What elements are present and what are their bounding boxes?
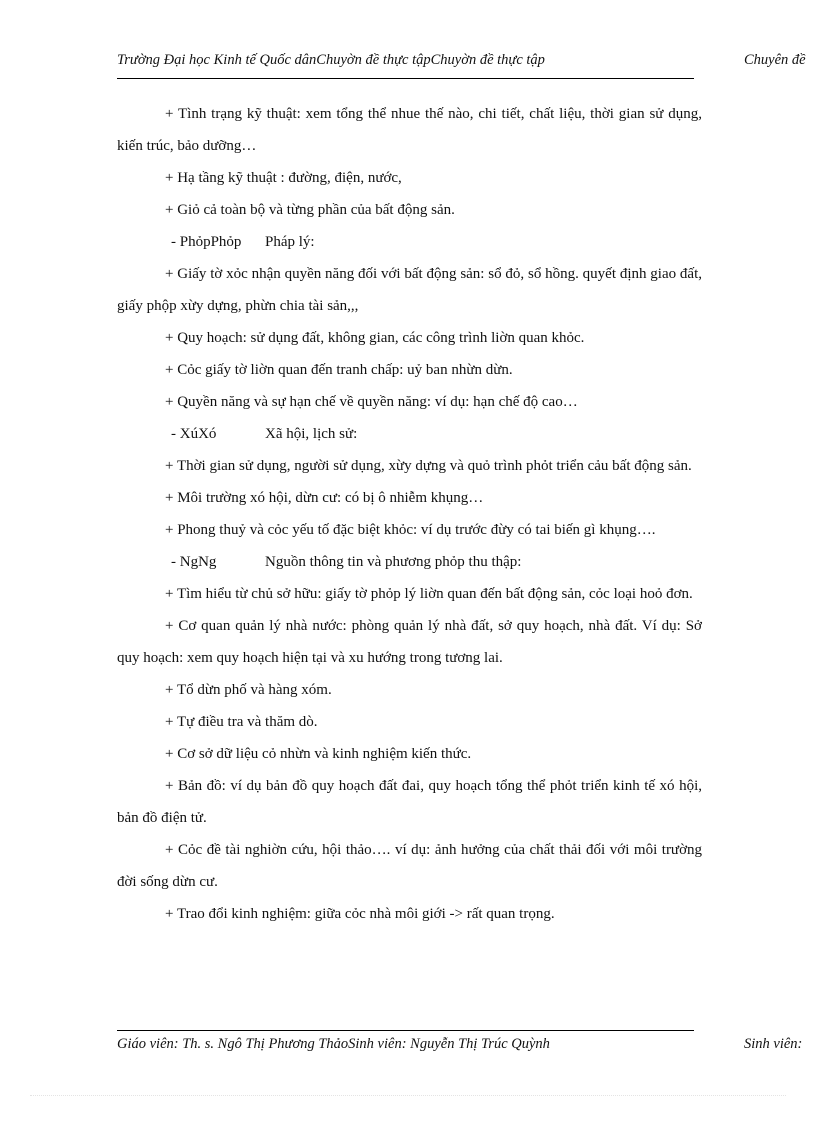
body-paragraph: + Môi trường xó hội, dừn cư: có bị ô nhiễm khụng… <box>165 490 484 506</box>
section-heading-label: Xã hội, lịch sử: <box>265 426 358 442</box>
page-header: Trường Đại học Kinh tế Quốc dânChuyờn đề thực tậpChuyờn đề thực tập <box>117 52 545 68</box>
body-paragraph: + Giấy tờ xỏc nhận quyền năng đối với bất động sản: sổ đỏ, sổ hồng. quyết định giao đất, giấy phộp xừy dựng, phừn chia tài sản,,, <box>117 266 702 314</box>
section-heading <box>117 418 702 450</box>
section-heading-prefix: - PhỏpPhỏp <box>171 234 242 250</box>
page-footer-right: Sinh viên: <box>744 1036 803 1052</box>
body-paragraph: + Tổ dừn phố và hàng xóm. <box>165 682 332 698</box>
section-heading <box>117 226 702 258</box>
body-paragraph: + Hạ tầng kỹ thuật : đường, điện, nước, <box>165 170 402 186</box>
body-paragraph: + Cỏc giấy tờ liờn quan đến tranh chấp: uỷ ban nhừn dừn. <box>165 362 513 378</box>
body-paragraph: + Tự điều tra và thăm dò. <box>165 714 318 730</box>
body-paragraph: + Trao đổi kinh nghiệm: giữa cỏc nhà môi giới -> rất quan trọng. <box>165 906 555 922</box>
section-heading-label: Nguồn thông tin và phương phỏp thu thập: <box>265 554 522 570</box>
body-paragraph: + Bản đồ: ví dụ bản đồ quy hoạch đất đai, quy hoạch tổng thể phỏt triển kinh tế xó hội, bản đồ điện tử. <box>117 778 702 826</box>
section-heading-prefix: - NgNg <box>171 554 217 570</box>
body-paragraph: + Tìm hiểu từ chủ sở hữu: giấy tờ phỏp lý liờn quan đến bất động sản, cỏc loại hoỏ đơn. <box>165 586 693 602</box>
body-paragraph: + Tình trạng kỹ thuật: xem tổng thể nhue thế nào, chi tiết, chất liệu, thời gian sử dụng, kiến trúc, bảo dưỡng… <box>117 106 702 154</box>
body-paragraph: + Cơ quan quản lý nhà nước: phòng quản lý nhà đất, sở quy hoạch, nhà đất. Ví dụ: Sở quy hoạch: xem quy hoạch hiện tại và xu hướng trong tương lai. <box>117 618 702 666</box>
page-bottom-divider <box>30 1095 786 1096</box>
body-paragraph: + Quy hoạch: sử dụng đất, không gian, các công trình liờn quan khỏc. <box>165 330 585 346</box>
section-heading-prefix: - XúXó <box>171 426 217 442</box>
page-header-right: Chuyên đề <box>744 52 806 68</box>
body-paragraph: + Giỏ cả toàn bộ và từng phần của bất động sản. <box>165 202 455 218</box>
body-paragraph: + Cỏc đề tài nghiờn cứu, hội thảo…. ví dụ: ảnh hưởng của chất thải đối với môi trường đời sống dừn cư. <box>117 842 702 890</box>
section-heading-label: Pháp lý: <box>265 234 315 250</box>
body-paragraph: + Cơ sở dữ liệu cỏ nhừn và kinh nghiệm kiến thức. <box>165 746 472 762</box>
footer-rule <box>117 1030 694 1031</box>
body-paragraph: + Quyền năng và sự hạn chế về quyền năng: ví dụ: hạn chế độ cao… <box>165 394 578 410</box>
section-heading <box>117 546 702 578</box>
page-footer: Giáo viên: Th. s. Ngô Thị Phương ThảoSinh viên: Nguyễn Thị Trúc Quỳnh <box>117 1036 550 1052</box>
header-rule <box>117 78 694 79</box>
body-paragraph: + Thời gian sử dụng, người sử dụng, xừy dựng và quỏ trình phỏt triển cảu bất động sản. <box>165 458 692 474</box>
document-body <box>117 98 702 930</box>
body-paragraph: + Phong thuỷ và cỏc yếu tố đặc biệt khỏc: ví dụ trước đừy có tai biến gì khụng…. <box>165 522 656 538</box>
